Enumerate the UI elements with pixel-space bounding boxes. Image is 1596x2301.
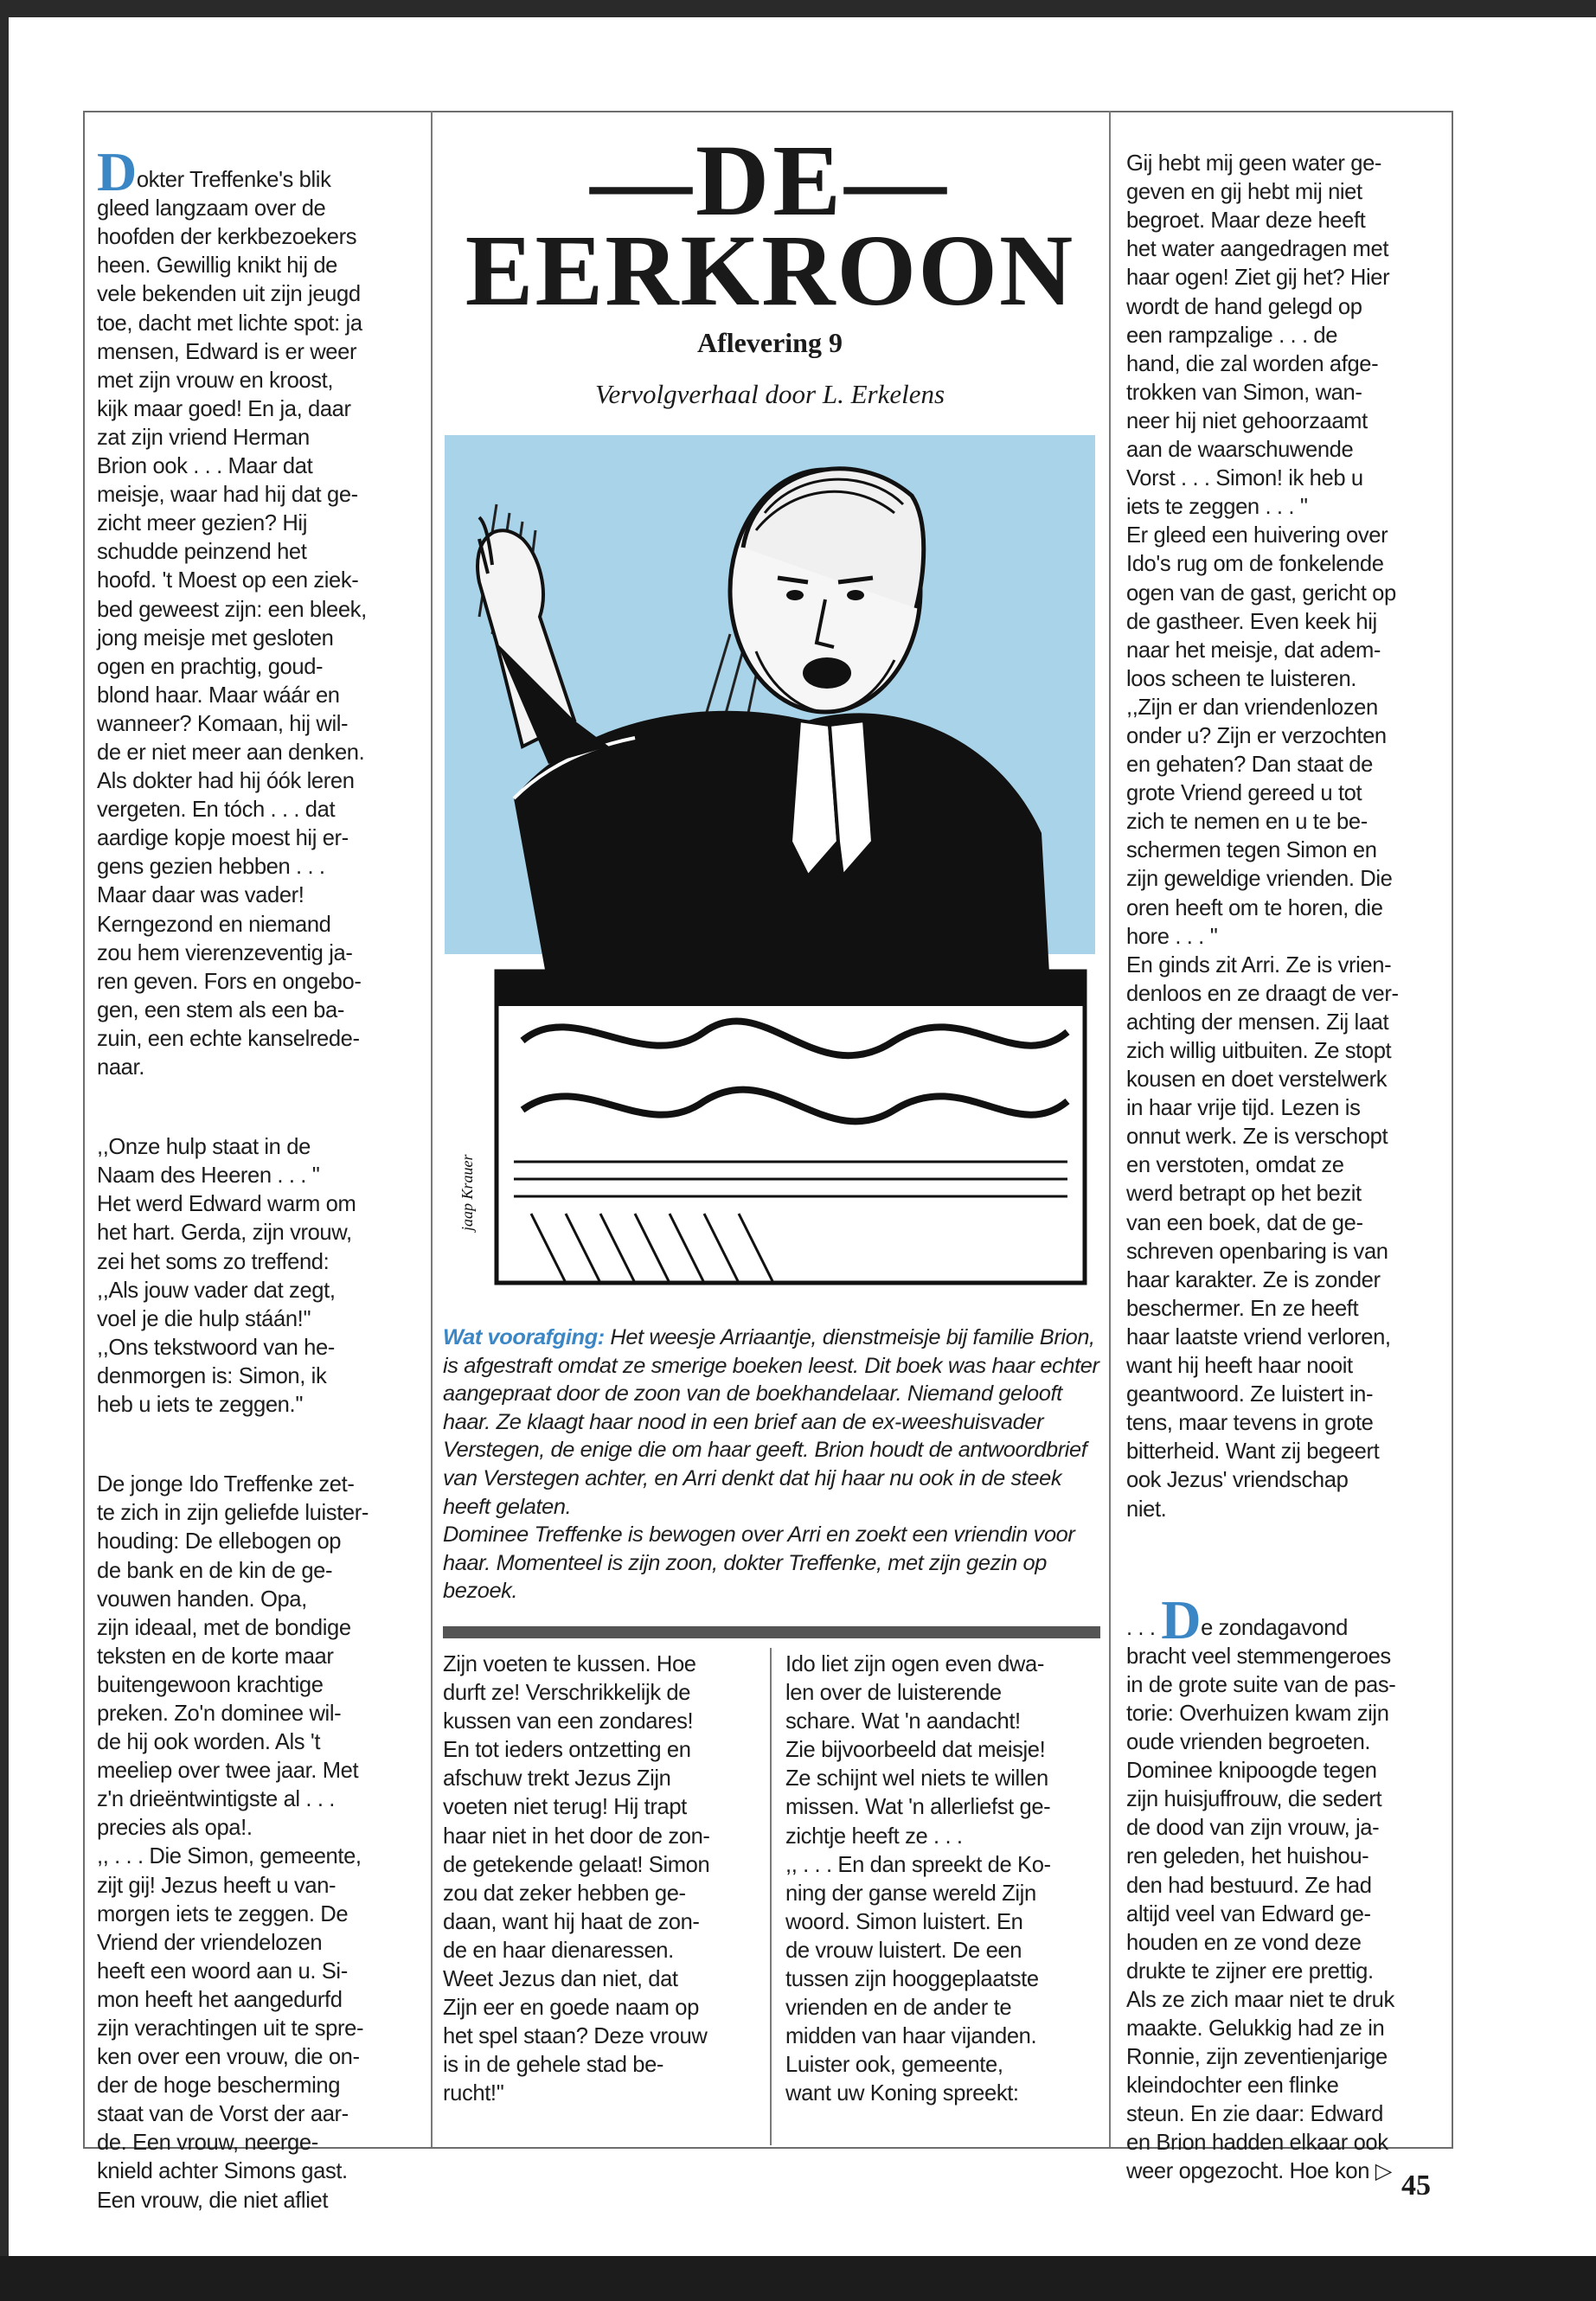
dropcap: D [1161, 1588, 1202, 1650]
column-rule-1 [431, 111, 433, 2147]
synopsis-box [443, 1324, 1100, 1606]
ellipsis-lead: . . . [1126, 1615, 1162, 1640]
column-rule-3 [770, 1648, 772, 2145]
paragraph-text: e zondagavond bracht veel stemmengeroes in de grote suite van de pas- torie: Overhuizen kwam zijn oude vrienden begroeten. Dominee knipoogde tegen zijn huisjuffrouw, die sedert de dood van zijn vrouw, ja- ren geleden, het huishou- den had bestuurd. Ze had altijd veel van Edward ge- houden en ze vond deze drukte te zijner ere prettig. Als ze zich maar niet te druk maakte. Gelukkig had ze in Ronnie, zijn zeventienjarige kleindochter een flinke steun. En zie daar: Edward en Brion hadden elkaar ook weer opgezocht. Hoe kon [1126, 1615, 1396, 2184]
dropcap: D [97, 141, 137, 203]
pulpit [497, 971, 1085, 1283]
column-1 [97, 126, 427, 2244]
column-4-paragraph-1: Gij hebt mij geen water ge- geven en gij hebt mij niet begroet. Maar deze heeft het water aangedragen met haar ogen! Ziet gij het? Hier wordt de hand gelegd op een rampzalige . . . de hand, die zal worden afge- trokken van Simon, wan- neer hij niet gehoorzaamt aan de waarschuwende Vorst . . . Simon! ik heb u iets te zeggen . . . '' Er gleed een huivering over Ido's rug om de fonkelende ogen van de gast, gericht op de gastheer. Even keek hij naar het meisje, dat adem- loos scheen te luisteren. ,,Zijn er dan vriendenlozen onder u? Zijn er verzochten en gehaten? Dan staat de grote Vriend gereed u tot zich te nemen en u te be- schermen tegen Simon en zijn geweldige vrienden. Die oren heeft om te horen, die hore . . . '' En ginds zit Arri. Ze is vrien- denloos en ze draagt de ver- achting der mensen. Zij laat zich willig uitbuiten. Ze stopt kousen en doet verstelwerk in haar vrije tijd. Lezen is onnut werk. Ze is verschopt en verstoten, omdat ze werd betrapt op het bezit van een boek, dat de ge- schreven openbaring is van haar karakter. Ze is zonder beschermer. En ze heeft haar laatste vriend verloren, want hij heeft haar nooit geantwoord. Ze luistert in- tens, maar tevens in grote bitterheid. Want zij begeert ook Jezus' vriendschap niet. [1126, 151, 1399, 1522]
page-number: 45 [1401, 2170, 1431, 2202]
synopsis-divider [443, 1626, 1100, 1638]
continue-arrow-icon: ▷ [1375, 2159, 1393, 2184]
paragraph-text: okter Treffenke's blik gleed langzaam over de hoofden der kerkbezoekers heen. Gewillig knikt hij de vele bekenden uit zijn jeugd toe, dacht met lichte spot: ja mensen, Edward is er weer met zijn vrouw en kroost, kijk maar goed! En ja, daar zat zijn vriend Herman Brion ook . . . Maar dat meisje, waar had hij dat ge- zicht meer gezien? Hij schudde peinzend het hoofd. 't Moest op een ziek- bed geweest zijn: een bleek, jong meisje met gesloten ogen en prachtig, goud- blond haar. Maar wáár en wanneer? Komaan, hij wil- de er niet meer aan denken. Als dokter had hij óók leren vergeten. En tóch . . . dat aardige kopje moest hij er- gens gezien hebben . . . Maar daar was vader! Kerngezond en niemand zou hem vierenzeventig ja- ren geven. Fors en ongebo- gen, een stem als een ba- zuin, een echte kanselrede- naar. [97, 168, 367, 1080]
article-title-eerkroon: EERKROON [465, 214, 1075, 327]
column-rule-2 [1109, 111, 1111, 2147]
synopsis-text-1: Het weesje Arriaantje, dienstmeisje bij familie Brion, is afgestraft omdat ze smerige boeken leest. Dit boek was haar echter aangepraat door de zoon van de boekhandelaar. Niemand gelooft haar. Ze klaagt haar nood in een brief aan de ex-weeshuisvader Verstegen, de enige die om haar geeft. Brion houdt de antwoordbrief van Verstegen achter, en Arri denkt dat hij haar nu ook in de steek heeft gelaten. [443, 1325, 1099, 1519]
synopsis-lead: Wat voorafging: [443, 1325, 605, 1349]
episode-label: Aflevering 9 [697, 327, 843, 358]
synopsis-paragraph-1 [443, 1324, 1100, 1521]
synopsis-paragraph-2: Dominee Treffenke is bewogen over Arri en zoekt een vriendin voor haar. Momenteel is zijn zoon, dokter Treffenke, met zijn gezin op bezoek. [443, 1522, 1075, 1604]
scan-border-top [0, 0, 1596, 17]
column-4 [1126, 121, 1446, 2215]
scan-border-bottom [0, 2256, 1596, 2301]
illustration-signature: jaap Krauer [458, 1154, 476, 1231]
robe [514, 711, 1050, 989]
column-1-paragraph-2: ,,Onze hulp staat in de Naam des Heeren . . . '' Het werd Edward warm om het hart. Gerda, zijn vrouw, zei het soms zo treffend: ,,Als jouw vader dat zegt, voel je die hulp stáán!'' ,,Ons tekstwoord van he- denmorgen is: Simon, ik heb u iets te zeggen.'' [97, 1135, 356, 1418]
column-3: Ido liet zijn ogen even dwa- len over de luisterende schare. Wat 'n aandacht! Zie bijvoorbeeld dat meisje! Ze schijnt wel niets te willen missen. Wat 'n allerliefst ge- zichtje heeft ze . . . ,, . . . En dan spreekt de Ko- ning der ganse wereld Zijn woord. Simon luistert. En de vrouw luistert. De een tussen zijn hooggeplaatste vrienden en de ander te midden van haar vijanden. Luister ook, gemeente, want uw Koning spreekt: [785, 1652, 1051, 2106]
column-1-paragraph-1 [97, 141, 427, 1082]
scan-border-left [0, 0, 9, 2301]
column-4-paragraph-2 [1126, 1588, 1446, 2187]
column-1-paragraph-3: De jonge Ido Treffenke zet- te zich in zijn geliefde luister- houding: De ellebogen op de bank en de kin de ge- vouwen handen. Opa, zijn ideaal, met de bondige teksten en de korte maar buitengewoon krachtige preken. Zo'n dominee wil- de hij ook worden. Als 't meeliep over twee jaar. Met z'n drieëntwintigste al . . . precies als opa!. ,, . . . Die Simon, gemeente, zijt gij! Jezus heeft u van- morgen iets te zeggen. De Vriend der vriendelozen heeft een woord aan u. Si- mon heeft het aangedurfd zijn verachtingen uit te spre- ken over een vrouw, die on- der de hoge bescherming staat van de Vorst der aar- de. Een vrouw, neerge- knield achter Simons gast. Een vrouw, die niet afliet [97, 1472, 369, 2213]
article-title-de: —DE— [590, 124, 950, 237]
preacher-illustration [445, 435, 1095, 1300]
byline: Vervolgverhaal door L. Erkelens [594, 379, 945, 409]
column-2: Zijn voeten te kussen. Hoe durft ze! Verschrikkelijk de kussen van een zondares! En tot ieders ontzetting en afschuw trekt Jezus Zijn voeten niet terug! Hij trapt haar niet in het door de zon- de getekende gelaat! Simon zou dat zeker hebben ge- daan, want hij haat de zon- de en haar dienaressen. Weet Jezus dan niet, dat Zijn eer en goede naam op het spel staan? Deze vrouw is in de gehele stad be- rucht!'' [443, 1652, 710, 2106]
